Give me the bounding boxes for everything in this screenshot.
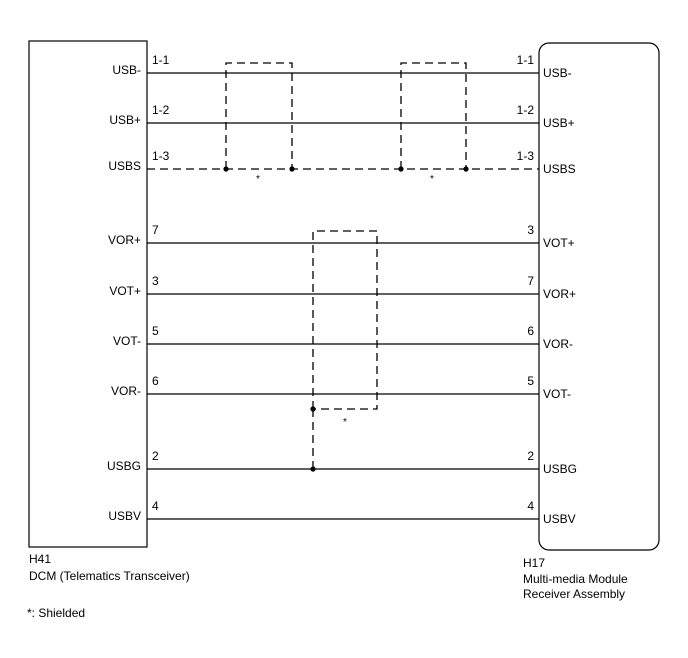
shield-video [313,231,377,409]
shield-marker-usb-right: * [430,174,434,185]
right-pin-number: 5 [527,374,534,388]
left-pin-number: 2 [152,449,159,463]
right-pin-label: USB- [543,66,572,80]
right-pin-label: USBG [543,462,578,476]
left-pin-number: 1-3 [152,149,170,163]
right-pin-label: VOR+ [543,287,577,301]
left-pin-label: VOT- [112,334,141,348]
shield-marker-video: * [343,417,347,428]
right-pin-label: VOT- [543,387,572,401]
left-pin-number: 5 [152,324,159,338]
shield-ground-junction-dot [310,466,315,471]
right-pin-number: 1-1 [516,53,534,67]
left-pin-label: USB+ [109,113,141,127]
shield-marker-usb-left: * [256,174,260,185]
left-connector-name: DCM (Telematics Transceiver) [29,569,190,583]
left-pin-label: USBG [106,459,141,473]
shield-junction-dot [398,166,403,171]
right-pin-label: VOT+ [543,236,575,250]
left-pin-label: USBV [108,509,141,523]
wires-group [107,53,577,526]
right-pin-label: USB+ [543,116,575,130]
shield-usb-left [226,63,292,169]
left-pin-number: 7 [152,223,159,237]
left-pin-number: 6 [152,374,159,388]
right-pin-number: 4 [527,499,534,513]
right-pin-number: 2 [527,449,534,463]
shield-junction-dot [223,166,228,171]
right-pin-label: USBS [543,162,576,176]
right-pin-number: 1-2 [516,103,534,117]
shield-junction-dot [310,406,315,411]
right-pin-label: VOR- [543,337,573,351]
left-pin-number: 1-1 [152,53,170,67]
shield-usb-right [401,63,466,169]
shield-junction-dot [463,166,468,171]
right-pin-number: 7 [527,274,534,288]
right-connector-name-line2: Receiver Assembly [523,587,626,601]
right-connector-id: H17 [523,556,546,570]
left-pin-label: VOR- [111,384,141,398]
left-pin-label: VOR+ [107,233,141,247]
right-pin-number: 6 [527,324,534,338]
left-pin-number: 3 [152,274,159,288]
left-connector-id: H41 [29,552,52,566]
left-pin-label: VOT+ [109,284,141,298]
left-pin-number: 4 [152,499,159,513]
right-pin-number: 1-3 [516,149,534,163]
left-pin-label: USBS [108,159,141,173]
right-pin-number: 3 [527,223,534,237]
left-pin-label: USB- [112,63,141,77]
shield-legend: *: Shielded [27,606,86,620]
right-pin-label: USBV [543,512,576,526]
right-connector-name-line1: Multi-media Module [523,572,628,586]
shield-junction-dot [289,166,294,171]
left-pin-number: 1-2 [152,103,170,117]
